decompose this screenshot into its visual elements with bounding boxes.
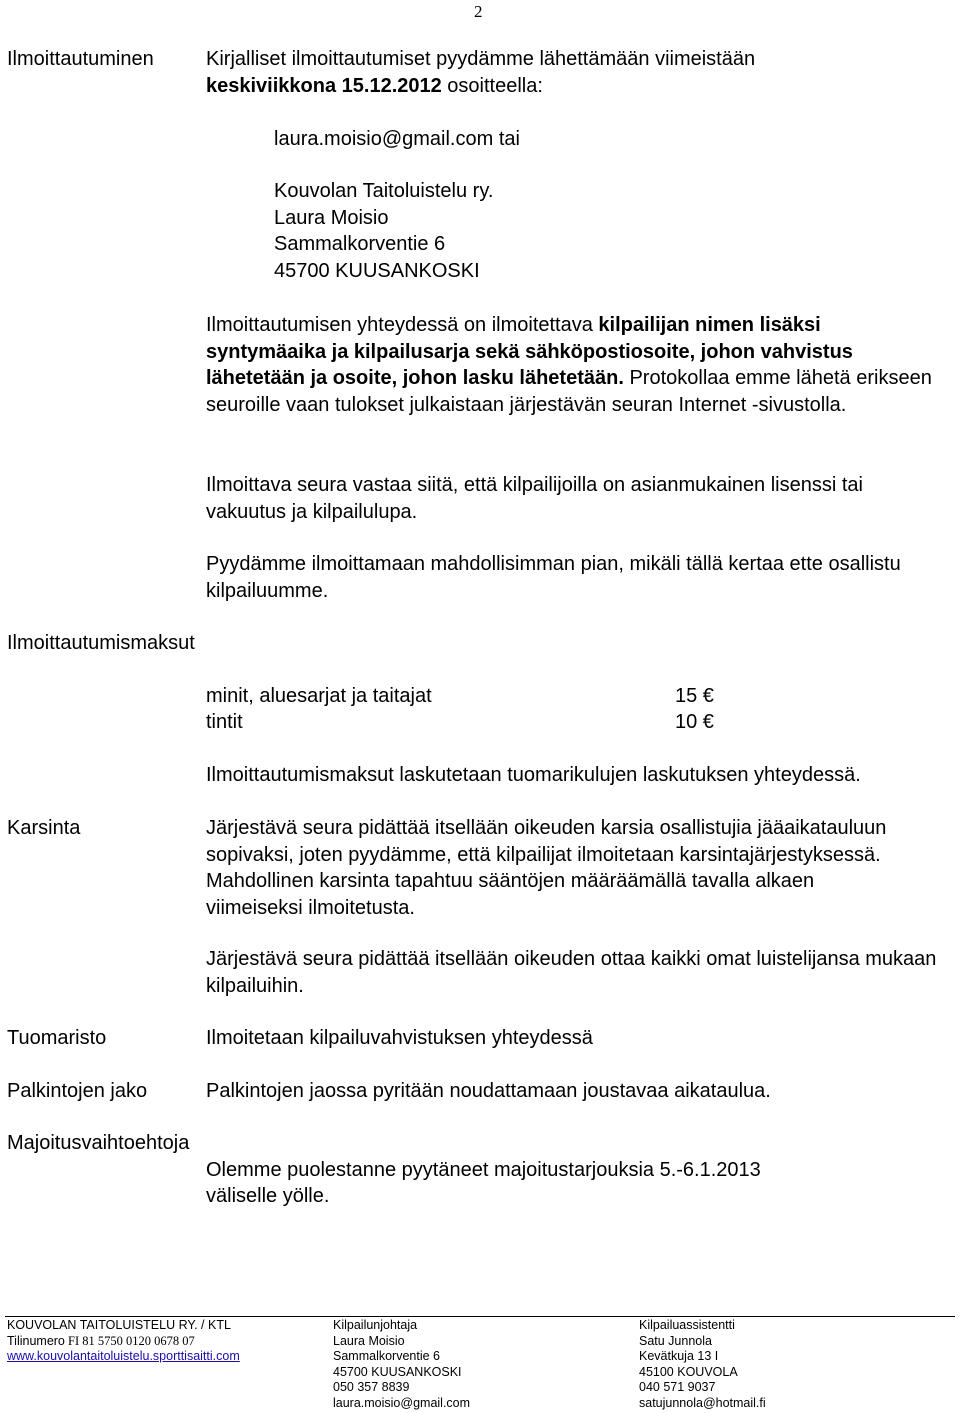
- registration-paragraph-3: Pyydämme ilmoittamaan mahdollisimman pian, mikäli tällä kertaa ette osallistu kilpailuumme.: [206, 553, 901, 602]
- assistant-phone: 040 571 9037: [639, 1380, 716, 1395]
- fee-row-2-name: tintit: [206, 711, 243, 733]
- director-phone: 050 357 8839: [333, 1380, 410, 1395]
- selection-paragraph-2: Järjestävä seura pidättää itsellään oikeuden ottaa kaikki omat luistelijansa mukaan kilpailuihin.: [206, 948, 937, 997]
- fee-row-1-amount: 15 €: [675, 685, 714, 707]
- section-label-accommodation: Majoitusvaihtoehtoja: [7, 1132, 190, 1154]
- selection-paragraph-1: Järjestävä seura pidättää itsellään oikeuden karsia osallistujia jääaikatauluun sopivaksi, joten pyydämme, että kilpailijat ilmoitetaan karsintajärjestyksessä. Mahdollinen karsinta tapahtuu sääntöjen määräämällä tavalla alkaen viimeiseksi ilmoitetusta.: [206, 817, 887, 919]
- registration-email-line: laura.moisio@gmail.com tai: [274, 128, 520, 150]
- footer-org-name: KOUVOLAN TAITOLUISTELU RY. / KTL: [7, 1318, 231, 1332]
- director-email: laura.moisio@gmail.com: [333, 1395, 471, 1410]
- address-line-4: 45700 KUUSANKOSKI: [274, 260, 480, 282]
- assistant-title: Kilpailuassistentti: [639, 1318, 735, 1332]
- registration-deadline: keskiviikkona 15.12.2012: [206, 75, 442, 97]
- accommodation-line-2: väliselle yölle.: [206, 1185, 330, 1207]
- assistant-street: Kevätkuja 13 I: [639, 1349, 719, 1364]
- awards-text: Palkintojen jaossa pyritään noudattamaan joustavaa aikataulua.: [206, 1080, 771, 1102]
- director-city: 45700 KUUSANKOSKI: [333, 1364, 462, 1379]
- registration-intro-line1: Kirjalliset ilmoittautumiset pyydämme lähettämään viimeistään: [206, 48, 756, 70]
- section-label-judges: Tuomaristo: [7, 1027, 107, 1049]
- assistant-name: Satu Junnola: [639, 1333, 712, 1348]
- judges-text: Ilmoitetaan kilpailuvahvistuksen yhteydessä: [206, 1027, 593, 1049]
- registration-paragraph-2: Ilmoittava seura vastaa siitä, että kilpailijoilla on asianmukainen lisenssi tai vakuutus ja kilpailulupa.: [206, 474, 863, 523]
- registration-intro-rest: osoitteella:: [441, 75, 543, 97]
- fees-note: Ilmoittautumismaksut laskutetaan tuomarikulujen laskutuksen yhteydessä.: [206, 764, 861, 786]
- address-line-1: Kouvolan Taitoluistelu ry.: [274, 180, 494, 202]
- accommodation-line-1: Olemme puolestanne pyytäneet majoitustarjouksia 5.-6.1.2013: [206, 1159, 761, 1181]
- section-label-registration: Ilmoittautuminen: [7, 48, 154, 70]
- footer-column-director: [333, 1318, 470, 1412]
- address-line-2: Laura Moisio: [274, 207, 389, 229]
- director-title: Kilpailunjohtaja: [333, 1318, 418, 1332]
- address-line-3: Sammalkorventie 6: [274, 233, 446, 255]
- director-street: Sammalkorventie 6: [333, 1349, 440, 1364]
- p1-text-c: Protokollaa emme lähetä erikseen seuroille vaan tulokset julkaistaan järjestävän seuran Internet -sivustolla.: [206, 367, 932, 416]
- director-name: Laura Moisio: [333, 1333, 405, 1348]
- section-label-awards: Palkintojen jako: [7, 1080, 148, 1102]
- footer-account: [7, 1334, 240, 1350]
- footer-account-label: Tilinumero: [7, 1333, 65, 1348]
- p1-text-bold: kilpailijan nimen lisäksi syntymäaika ja kilpailusarja sekä sähköpostiosoite, johon vahvistus lähetetään ja osoite, johon lasku lähetetään.: [206, 314, 853, 389]
- assistant-email: satujunnola@hotmail.fi: [639, 1395, 766, 1410]
- section-label-fees: Ilmoittautumismaksut: [7, 632, 195, 654]
- p1-text-a: Ilmoittautumisen yhteydessä on ilmoitettava: [206, 314, 599, 336]
- footer-website-link[interactable]: www.kouvolantaitoluistelu.sporttisaitti.com: [7, 1349, 240, 1364]
- page-number: 2: [474, 2, 483, 21]
- footer-column-assistant: [639, 1318, 766, 1412]
- registration-intro-line2: [206, 73, 543, 100]
- footer-account-number: FI 81 5750 0120 0678 07: [64, 1333, 195, 1348]
- fee-row-2-amount: 10 €: [675, 711, 714, 733]
- footer-column-organization: [7, 1318, 240, 1365]
- footer-divider: [5, 1316, 955, 1317]
- registration-paragraph-1: [206, 312, 946, 418]
- assistant-city: 45100 KOUVOLA: [639, 1364, 738, 1379]
- section-label-selection: Karsinta: [7, 817, 81, 839]
- fee-row-1-name: minit, aluesarjat ja taitajat: [206, 685, 432, 707]
